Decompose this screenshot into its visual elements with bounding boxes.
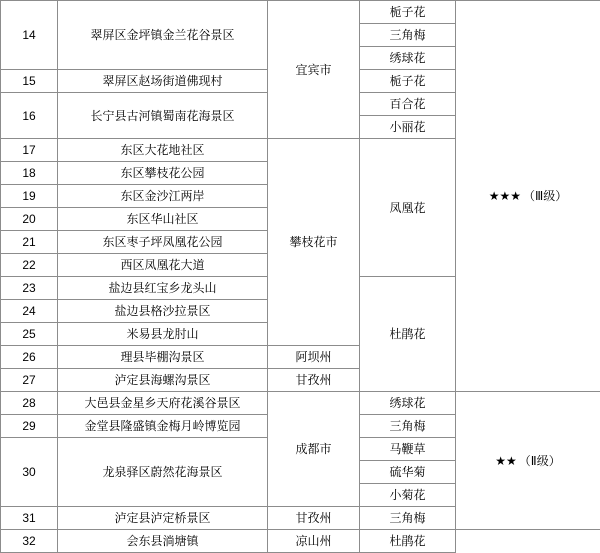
scenic-area-name: 大邑县金星乡天府花溪谷景区 (58, 392, 268, 415)
scenic-area-name: 理县毕棚沟景区 (58, 346, 268, 369)
city-cell: 攀枝花市 (268, 139, 360, 346)
flower-cell: 三角梅 (360, 24, 456, 47)
row-number: 27 (1, 369, 58, 392)
star-rating: ★★★ (489, 189, 521, 203)
scenic-area-name: 翠屏区赵场街道佛现村 (58, 70, 268, 93)
flower-cell: 小菊花 (360, 484, 456, 507)
city-cell: 甘孜州 (268, 369, 360, 392)
row-number: 26 (1, 346, 58, 369)
scenic-area-name: 米易县龙肘山 (58, 323, 268, 346)
scenic-area-name: 泸定县泸定桥景区 (58, 507, 268, 530)
flower-cell: 小丽花 (360, 116, 456, 139)
level-cell (456, 1, 600, 392)
flower-cell: 三角梅 (360, 415, 456, 438)
row-number: 32 (1, 530, 58, 553)
flower-cell: 杜鹃花 (360, 277, 456, 392)
row-number: 25 (1, 323, 58, 346)
city-cell: 甘孜州 (268, 507, 360, 530)
row-number: 20 (1, 208, 58, 231)
scenic-area-name: 西区凤凰花大道 (58, 254, 268, 277)
flower-cell: 马鞭草 (360, 438, 456, 461)
star-rating: ★★ (495, 454, 517, 468)
row-number: 23 (1, 277, 58, 300)
row-number: 16 (1, 93, 58, 139)
flower-cell: 硫华菊 (360, 461, 456, 484)
city-cell: 凉山州 (268, 530, 360, 553)
scenic-area-name: 会东县淌塘镇 (58, 530, 268, 553)
row-number: 18 (1, 162, 58, 185)
flower-cell: 百合花 (360, 93, 456, 116)
scenic-area-name: 盐边县红宝乡龙头山 (58, 277, 268, 300)
row-number: 30 (1, 438, 58, 507)
row-number: 15 (1, 70, 58, 93)
scenic-area-name: 东区枣子坪凤凰花公园 (58, 231, 268, 254)
scenic-area-name: 长宁县古河镇蜀南花海景区 (58, 93, 268, 139)
row-number: 14 (1, 1, 58, 70)
flower-cell: 绣球花 (360, 47, 456, 70)
flower-cell: 杜鹃花 (360, 530, 456, 553)
scenic-area-name: 东区金沙江两岸 (58, 185, 268, 208)
row-number: 21 (1, 231, 58, 254)
level-label: （Ⅲ级） (523, 189, 567, 203)
level-cell (456, 392, 600, 530)
flower-cell: 栀子花 (360, 70, 456, 93)
row-number: 22 (1, 254, 58, 277)
row-number: 24 (1, 300, 58, 323)
scenic-area-name: 东区攀枝花公园 (58, 162, 268, 185)
flower-cell: 绣球花 (360, 392, 456, 415)
table-row (1, 1, 600, 24)
flower-cell: 栀子花 (360, 1, 456, 24)
scenic-area-name: 金堂县隆盛镇金梅月岭博览园 (58, 415, 268, 438)
flower-cell: 凤凰花 (360, 139, 456, 277)
table-row (1, 530, 600, 553)
city-cell: 成都市 (268, 392, 360, 507)
scenic-area-name: 东区大花地社区 (58, 139, 268, 162)
row-number: 19 (1, 185, 58, 208)
scenic-area-name: 盐边县格沙拉景区 (58, 300, 268, 323)
row-number: 17 (1, 139, 58, 162)
table-row (1, 392, 600, 415)
city-cell: 阿坝州 (268, 346, 360, 369)
scenic-area-name: 翠屏区金坪镇金兰花谷景区 (58, 1, 268, 70)
flower-cell: 三角梅 (360, 507, 456, 530)
scenic-area-name: 泸定县海螺沟景区 (58, 369, 268, 392)
scenic-area-name: 龙泉驿区蔚然花海景区 (58, 438, 268, 507)
row-number: 29 (1, 415, 58, 438)
city-cell: 宜宾市 (268, 1, 360, 139)
row-number: 31 (1, 507, 58, 530)
row-number: 28 (1, 392, 58, 415)
scenic-area-name: 东区华山社区 (58, 208, 268, 231)
level-label: （Ⅱ级） (519, 454, 561, 468)
